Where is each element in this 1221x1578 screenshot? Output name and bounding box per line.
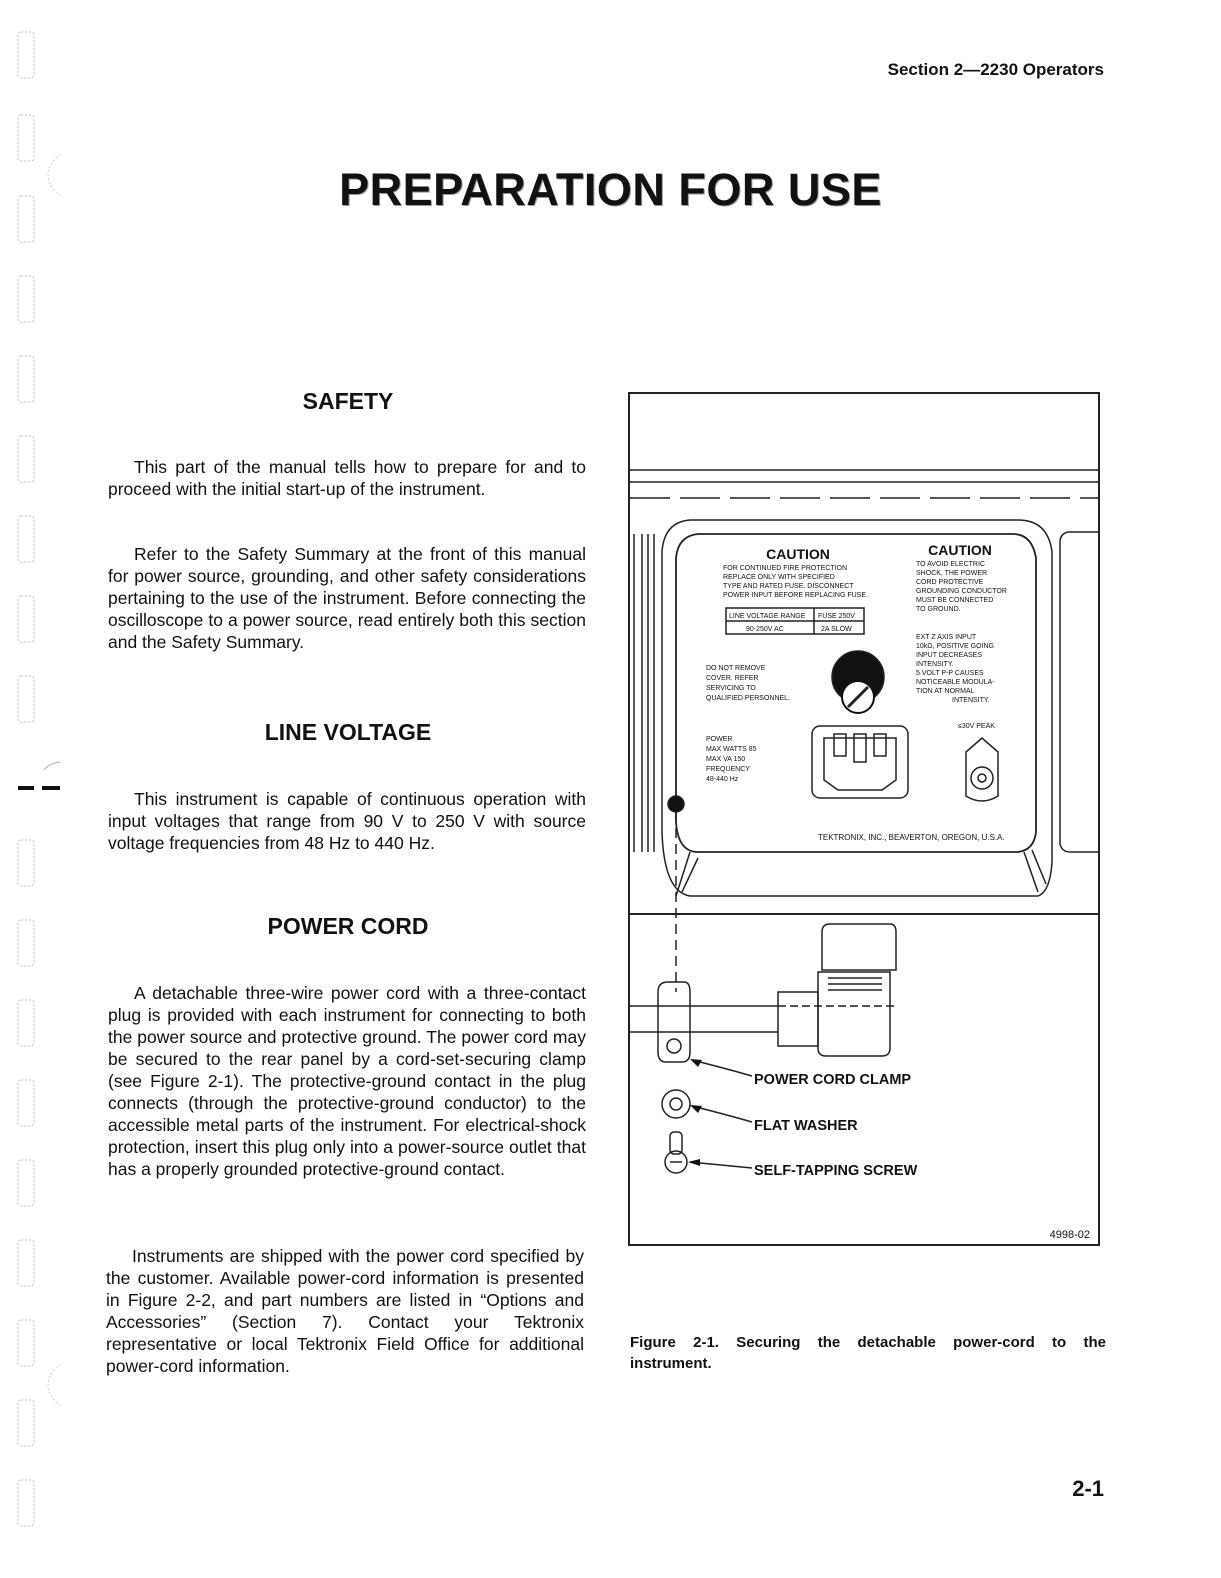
power-rating-line: POWER: [706, 736, 733, 743]
power-rating-line: 48-440 Hz: [706, 776, 739, 783]
page-number: 2-1: [1072, 1476, 1104, 1501]
binder-hole-strip: [0, 0, 60, 1578]
caution-right-title: CAUTION: [928, 542, 992, 558]
paragraph-safety-summary: Refer to the Safety Summary at the front of this manual for power source, grounding, and other safety considerations pertaining to the use of the instrument. Before connecting the oscilloscope to a power source, read entirely both this section and the Safety Summary.: [108, 544, 586, 652]
paragraph-power-cord-info: Instruments are shipped with the power cord specified by the customer. Available power-cord information is presented in Figure 2-2, and part numbers are listed in “Options and Accessories” (Section 7). Contact your Tektronix representative or local Tektronix Field Office for additional power-cord information.: [106, 1246, 584, 1376]
caution-right-line: CORD PROTECTIVE: [916, 579, 984, 586]
caution-left-line: REPLACE ONLY WITH SPECIFIED: [723, 574, 835, 581]
figure-caption: Figure 2-1. Securing the detachable power-cord to the instrument.: [630, 1334, 1106, 1372]
ext-z-line: 10kΩ, POSITIVE GOING: [916, 643, 994, 650]
peak-label: ≤30V PEAK: [958, 723, 995, 730]
ext-z-line: INPUT DECREASES: [916, 652, 982, 659]
heading-safety: SAFETY: [302, 388, 394, 414]
caution-left-line: POWER INPUT BEFORE REPLACING FUSE.: [723, 592, 868, 599]
caution-right-line: TO GROUND.: [916, 606, 961, 613]
figure-number: 4998-02: [1049, 1229, 1090, 1241]
page-title: PREPARATION FOR USE: [339, 164, 882, 215]
fuse-table-header: FUSE 250V: [818, 613, 855, 620]
caution-left-line: TYPE AND RATED FUSE. DISCONNECT: [723, 583, 854, 590]
caution-right-line: MUST BE CONNECTED: [916, 597, 994, 604]
fuse-table-value: 2A SLOW: [821, 626, 852, 633]
fuse-table-header: LINE VOLTAGE RANGE: [729, 613, 806, 620]
heading-line-voltage: LINE VOLTAGE: [264, 719, 432, 745]
manufacturer-label: TEKTRONIX, INC., BEAVERTON, OREGON, U.S.A.: [818, 833, 1005, 842]
service-line: QUALIFIED PERSONNEL.: [706, 695, 791, 702]
ext-z-line: INTENSITY.: [916, 661, 954, 668]
power-rating-line: MAX VA 150: [706, 756, 746, 763]
ext-z-line: INTENSITY.: [952, 697, 990, 704]
fuse-table-value: 90-250V AC: [746, 626, 784, 633]
margin-change-bar: [18, 762, 60, 788]
callout-self-tapping-screw: SELF-TAPPING SCREW: [754, 1163, 918, 1179]
service-line: COVER. REFER: [706, 675, 759, 682]
caution-right-line: GROUNDING CONDUCTOR: [916, 588, 1007, 595]
section-header: Section 2—2230 Operators: [887, 60, 1104, 79]
ext-z-line: EXT Z AXIS INPUT: [916, 634, 977, 641]
paragraph-line-voltage: This instrument is capable of continuous operation with input voltages that range from 90 V to 250 V with source voltage frequencies from 48 Hz to 440 Hz.: [108, 789, 586, 853]
service-line: DO NOT REMOVE: [706, 665, 766, 672]
service-line: SERVICING TO: [706, 685, 756, 692]
caution-right-line: SHOCK, THE POWER: [916, 570, 988, 577]
power-rating-line: MAX WATTS 85: [706, 746, 757, 753]
callout-power-cord-clamp: POWER CORD CLAMP: [754, 1072, 912, 1088]
power-rating-line: FREQUENCY: [706, 766, 750, 773]
ext-z-line: TION AT NORMAL: [916, 688, 975, 695]
figure-rear-panel-drawing: [628, 392, 1100, 1246]
caution-left-line: FOR CONTINUED FIRE PROTECTION: [723, 565, 848, 572]
caution-left-title: CAUTION: [766, 546, 830, 562]
ext-z-line: NOTICEABLE MODULA-: [916, 679, 995, 686]
paragraph-safety-intro: This part of the manual tells how to prepare for and to proceed with the initial start-up of the instrument.: [108, 457, 586, 499]
caution-right-line: TO AVOID ELECTRIC: [916, 561, 985, 568]
ext-z-line: 5 VOLT P-P CAUSES: [916, 670, 984, 677]
callout-flat-washer: FLAT WASHER: [754, 1118, 858, 1134]
heading-power-cord: POWER CORD: [267, 913, 429, 939]
paragraph-power-cord: A detachable three-wire power cord with a three-contact plug is provided with each instrument for connecting to both the power source and protective ground. The power cord may be secured to the rear panel by a cord-set-securing clamp (see Figure 2-1). The protective-ground contact in the plug connects (through the protective-ground conductor) to the accessible metal parts of the instrument. For electrical-shock protection, insert this plug only into a power-source outlet that has a properly grounded protective-ground contact.: [108, 983, 586, 1179]
